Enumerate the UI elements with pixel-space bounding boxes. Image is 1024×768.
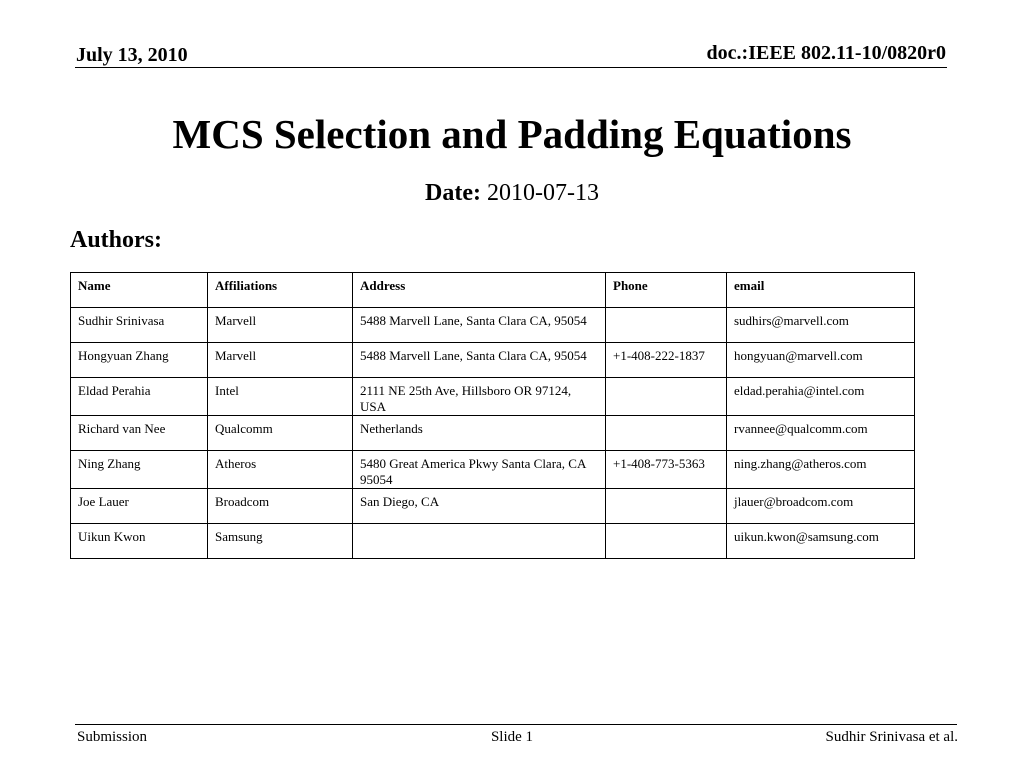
table-header-row — [71, 273, 915, 308]
table-row — [71, 378, 915, 416]
author-affiliation: Intel — [208, 378, 353, 416]
author-email: ning.zhang@atheros.com — [727, 451, 915, 489]
table-row — [71, 524, 915, 559]
table-row — [71, 416, 915, 451]
header-divider — [75, 67, 947, 68]
authors-heading: Authors: — [70, 227, 163, 253]
author-email: sudhirs@marvell.com — [727, 308, 915, 343]
author-name: Hongyuan Zhang — [71, 343, 208, 378]
document-id: doc.:IEEE 802.11-10/0820r0 — [706, 42, 946, 64]
footer-divider — [75, 724, 957, 725]
author-address — [353, 524, 606, 559]
author-name: Eldad Perahia — [71, 378, 208, 416]
author-email: rvannee@qualcomm.com — [727, 416, 915, 451]
author-affiliation: Marvell — [208, 343, 353, 378]
author-phone — [606, 489, 727, 524]
author-email: eldad.perahia@intel.com — [727, 378, 915, 416]
footer-submission: Submission — [77, 729, 148, 745]
author-phone — [606, 308, 727, 343]
author-phone: +1-408-222-1837 — [606, 343, 727, 378]
footer-authors: Sudhir Srinivasa et al. — [825, 729, 958, 745]
author-email: hongyuan@marvell.com — [727, 343, 915, 378]
author-affiliation: Broadcom — [208, 489, 353, 524]
author-address: San Diego, CA — [353, 489, 606, 524]
footer-slide-number: Slide 1 — [490, 729, 534, 745]
author-name: Uikun Kwon — [71, 524, 208, 559]
column-header-phone: Phone — [606, 273, 727, 308]
author-phone: +1-408-773-5363 — [606, 451, 727, 489]
authors-table — [70, 272, 915, 559]
author-name: Sudhir Srinivasa — [71, 308, 208, 343]
author-name: Joe Lauer — [71, 489, 208, 524]
author-name: Richard van Nee — [71, 416, 208, 451]
author-email: uikun.kwon@samsung.com — [727, 524, 915, 559]
author-affiliation: Atheros — [208, 451, 353, 489]
author-affiliation: Samsung — [208, 524, 353, 559]
author-address: 5488 Marvell Lane, Santa Clara CA, 95054 — [353, 343, 606, 378]
author-name: Ning Zhang — [71, 451, 208, 489]
column-header-name: Name — [71, 273, 208, 308]
header-date: July 13, 2010 — [76, 44, 188, 66]
author-email: jlauer@broadcom.com — [727, 489, 915, 524]
author-address: Netherlands — [353, 416, 606, 451]
column-header-affiliations: Affiliations — [208, 273, 353, 308]
author-phone — [606, 524, 727, 559]
slide-title: MCS Selection and Padding Equations — [172, 111, 852, 157]
column-header-address: Address — [353, 273, 606, 308]
author-address: 2111 NE 25th Ave, Hillsboro OR 97124, USA — [353, 378, 606, 416]
table-row — [71, 343, 915, 378]
author-address: 5480 Great America Pkwy Santa Clara, CA 95054 — [353, 451, 606, 489]
table-row — [71, 451, 915, 489]
date-line — [0, 180, 1024, 207]
author-affiliation: Qualcomm — [208, 416, 353, 451]
author-address: 5488 Marvell Lane, Santa Clara CA, 95054 — [353, 308, 606, 343]
column-header-email: email — [727, 273, 915, 308]
date-label: Date: — [425, 180, 481, 206]
table-row — [71, 489, 915, 524]
author-phone — [606, 378, 727, 416]
author-phone — [606, 416, 727, 451]
table-row — [71, 308, 915, 343]
author-affiliation: Marvell — [208, 308, 353, 343]
date-value: 2010-07-13 — [486, 180, 599, 206]
